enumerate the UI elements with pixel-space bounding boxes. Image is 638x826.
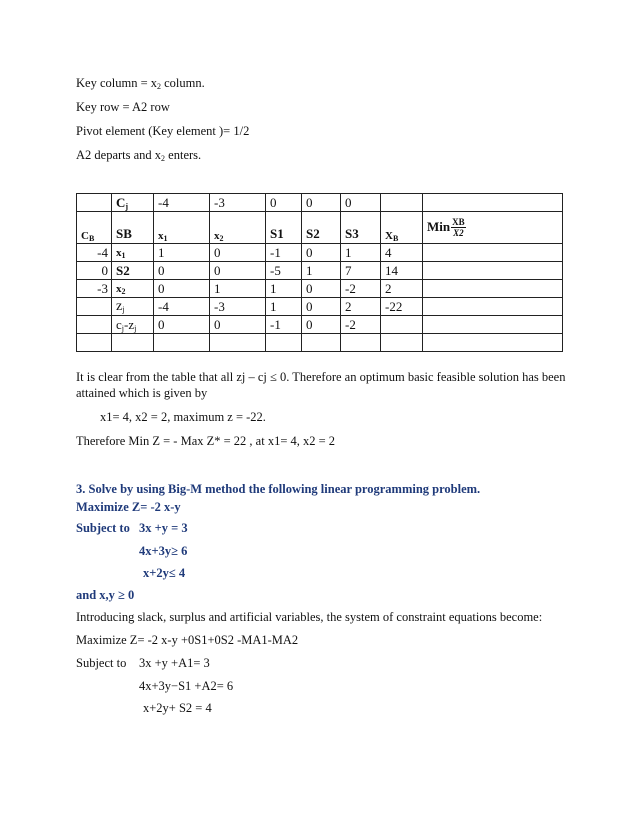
table-cell: -1 — [266, 244, 302, 262]
problem-objective: Maximize Z= -2 x-y — [76, 500, 181, 514]
problem-constraint-1: 3x +y = 3 — [139, 521, 188, 535]
table-cell: 1 — [302, 262, 341, 280]
zj-cell: -3 — [210, 298, 266, 316]
cj-row — [77, 194, 563, 212]
cj-zj-cell: -1 — [266, 316, 302, 334]
problem-constraint-3: x+2y≤ 4 — [143, 566, 186, 580]
cj-value: -4 — [154, 194, 210, 212]
standard-intro: Introducing slack, surplus and artificial variables, the system of constraint equations become: — [76, 610, 543, 624]
table-cell: 1 — [154, 244, 210, 262]
table-row — [77, 280, 563, 298]
cj-value: 0 — [341, 194, 381, 212]
conclusion-line-2: attained which is given by — [76, 386, 208, 400]
table-cell: -5 — [266, 262, 302, 280]
table-cell: 0 — [302, 244, 341, 262]
table-cell: 14 — [381, 262, 423, 280]
pivot-element-text: Pivot element (Key element )= 1/2 — [76, 124, 250, 138]
cj-value: -3 — [210, 194, 266, 212]
sb-header: SB — [112, 212, 154, 244]
cb-cell: -4 — [77, 244, 112, 262]
table-cell: 0 — [154, 262, 210, 280]
cb-cell: 0 — [77, 262, 112, 280]
therefore-text: Therefore Min Z = - Max Z* = 22 , at x1= 4, x2 = 2 — [76, 434, 336, 448]
table-cell: 1 — [266, 280, 302, 298]
cj-zj-cell: -2 — [341, 316, 381, 334]
cj-zj-cell: 0 — [302, 316, 341, 334]
table-row — [77, 244, 563, 262]
s3-header: S3 — [341, 212, 381, 244]
header-row — [77, 212, 563, 244]
xb-header: $X_B$ — [381, 212, 423, 244]
table-cell: 0 — [154, 280, 210, 298]
cb-header: $C_B$ — [77, 212, 112, 244]
problem-heading: 3. Solve by using Big-M method the following linear programming problem. — [76, 482, 481, 496]
s1-header: S1 — [266, 212, 302, 244]
key-row-text: Key row = A2 row — [76, 100, 170, 114]
table-cell: 0 — [210, 244, 266, 262]
basis-cell: $x_1$ — [112, 244, 154, 262]
standard-constraint-1: 3x +y +A1= 3 — [139, 656, 210, 670]
cj-value: 0 — [266, 194, 302, 212]
zj-cell: -4 — [154, 298, 210, 316]
table-row — [77, 262, 563, 280]
x2-header: $x_2$ — [210, 212, 266, 244]
zj-cell: 1 — [266, 298, 302, 316]
key-column-text: Key column = $x_2$ column. — [76, 76, 205, 91]
basis-cell: S2 — [112, 262, 154, 280]
table-cell: 2 — [381, 280, 423, 298]
problem-nonnegativity: and x,y ≥ 0 — [76, 588, 135, 602]
standard-subject-label: Subject to — [76, 656, 127, 670]
solution-text: x1= 4, x2 = 2, maximum z = -22. — [100, 410, 266, 424]
standard-constraint-3: x+2y+ S2 = 4 — [143, 701, 212, 715]
cb-cell: -3 — [77, 280, 112, 298]
standard-constraint-2: 4x+3y−S1 +A2= 6 — [139, 679, 234, 693]
zj-label: $z_j$ — [112, 298, 154, 316]
problem-constraint-2: 4x+3y≥ 6 — [139, 544, 188, 558]
table-cell: 7 — [341, 262, 381, 280]
zj-cell: 0 — [302, 298, 341, 316]
table-cell: 4 — [381, 244, 423, 262]
departs-enters-text: A2 departs and $x_2$ enters. — [76, 148, 202, 163]
zj-cell: 2 — [341, 298, 381, 316]
empty-row — [77, 334, 563, 352]
cj-zj-cell: 0 — [210, 316, 266, 334]
cj-zj-row — [77, 316, 563, 334]
cj-zj-cell: 0 — [154, 316, 210, 334]
cj-value: 0 — [302, 194, 341, 212]
x1-header: $x_1$ — [154, 212, 210, 244]
simplex-table — [76, 193, 563, 352]
cj-label: $C_j$ — [112, 194, 154, 212]
standard-objective: Maximize Z= -2 x-y +0S1+0S2 -MA1-MA2 — [76, 633, 299, 647]
table-cell: 0 — [302, 280, 341, 298]
table-cell: -2 — [341, 280, 381, 298]
conclusion-line-1: It is clear from the table that all zj – cj ≤ 0. Therefore an optimum basic feasible solution has been — [76, 370, 566, 384]
table-cell: 0 — [210, 262, 266, 280]
problem-subject-label: Subject to — [76, 521, 130, 535]
zj-row — [77, 298, 563, 316]
table-cell: 1 — [341, 244, 381, 262]
basis-cell: $x_2$ — [112, 280, 154, 298]
ratio-header: Min $\frac{XB}{X2}$ — [423, 212, 563, 244]
s2-header: S2 — [302, 212, 341, 244]
zj-cell: -22 — [381, 298, 423, 316]
cj-zj-label: $c_j-z_j$ — [112, 316, 154, 334]
table-cell: 1 — [210, 280, 266, 298]
